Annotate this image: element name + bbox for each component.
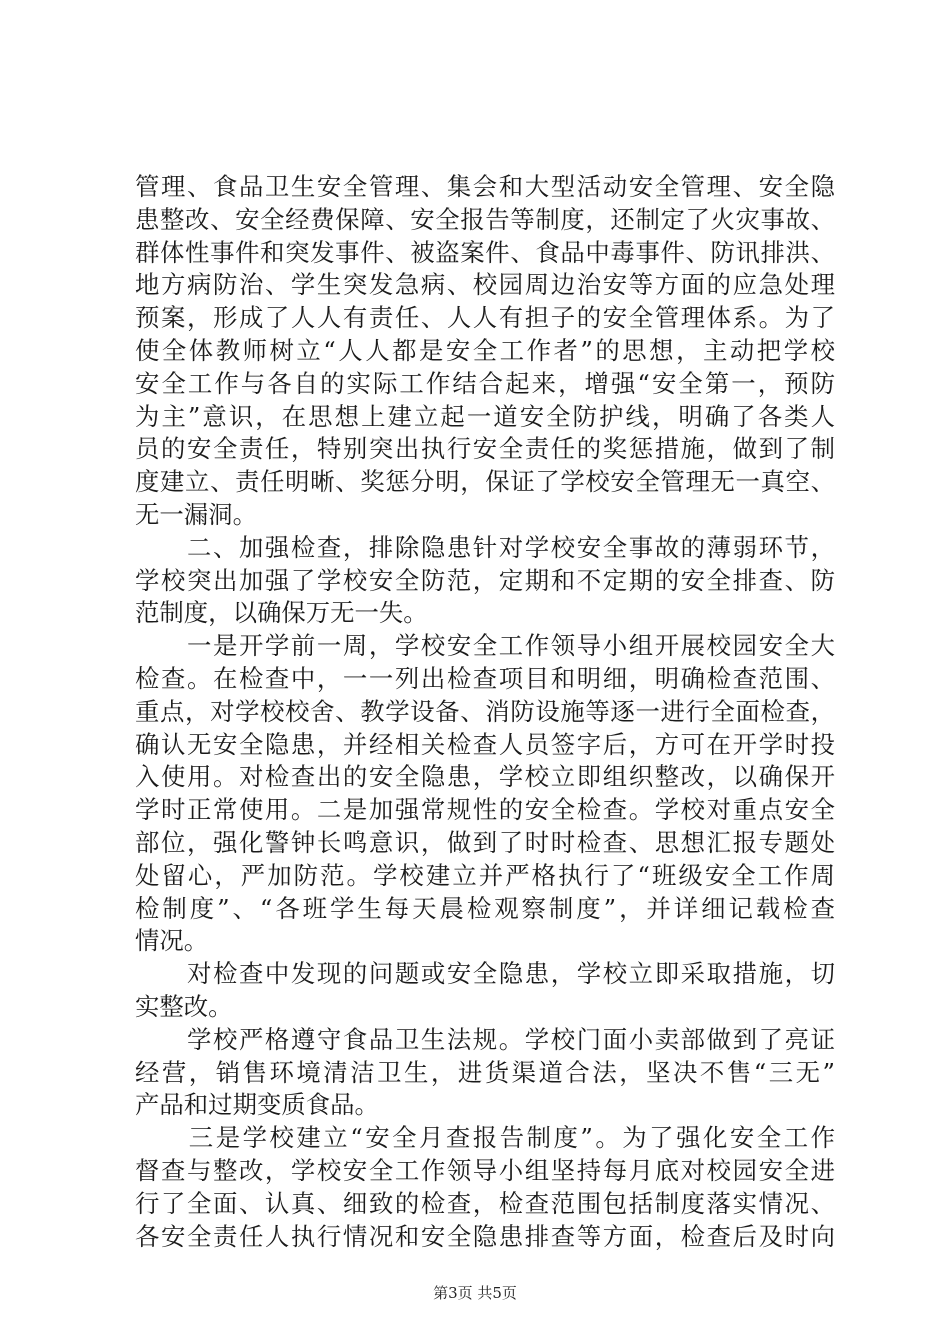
body-line: 入使用。对检查出的安全隐患，学校立即组织整改，以确保开 <box>135 762 835 792</box>
body-line: 一是开学前一周，学校安全工作领导小组开展校园安全大 <box>135 631 835 661</box>
body-line: 检制度”、“各班学生每天晨检观察制度”，并详细记载检查 <box>135 893 835 923</box>
body-line: 情况。 <box>135 926 209 956</box>
body-line: 预案，形成了人人有责任、人人有担子的安全管理体系。为了 <box>135 303 835 333</box>
body-line: 使全体教师树立“人人都是安全工作者”的思想，主动把学校 <box>135 335 835 365</box>
body-line: 检查。在检查中，一一列出检查项目和明细，明确检查范围、 <box>135 663 835 693</box>
body-line: 确认无安全隐患，并经相关检查人员签字后，方可在开学时投 <box>135 729 835 759</box>
body-line: 重点，对学校校舍、教学设备、消防设施等逐一进行全面检查， <box>135 696 835 726</box>
body-line: 安全工作与各自的实际工作结合起来，增强“安全第一，预防 <box>135 368 835 398</box>
body-line: 产品和过期变质食品。 <box>135 1090 379 1120</box>
body-line: 二、加强检查，排除隐患针对学校安全事故的薄弱环节， <box>135 532 835 562</box>
body-line: 对检查中发现的问题或安全隐患，学校立即采取措施，切 <box>135 959 835 989</box>
body-line: 地方病防治、学生突发急病、校园周边治安等方面的应急处理 <box>135 270 835 300</box>
document-body <box>135 171 835 1253</box>
body-line: 实整改。 <box>135 991 233 1021</box>
body-line: 各安全责任人执行情况和安全隐患排查等方面，检查后及时向 <box>135 1221 835 1251</box>
body-line: 学时正常使用。二是加强常规性的安全检查。学校对重点安全 <box>135 795 835 825</box>
body-line: 学校突出加强了学校安全防范，定期和不定期的安全排查、防 <box>135 565 835 595</box>
body-line: 督查与整改，学校安全工作领导小组坚持每月底对校园安全进 <box>135 1155 835 1185</box>
body-line: 群体性事件和突发事件、被盗案件、食品中毒事件、防讯排洪、 <box>135 237 835 267</box>
body-line: 无一漏洞。 <box>135 499 257 529</box>
body-line: 管理、食品卫生安全管理、集会和大型活动安全管理、安全隐 <box>135 172 835 201</box>
body-line: 范制度，以确保万无一失。 <box>135 598 428 628</box>
body-line: 为主”意识，在思想上建立起一道安全防护线，明确了各类人 <box>135 401 835 431</box>
body-line: 行了全面、认真、细致的检查，检查范围包括制度落实情况、 <box>135 1188 835 1218</box>
body-line: 学校严格遵守食品卫生法规。学校门面小卖部做到了亮证 <box>135 1024 835 1054</box>
body-line: 患整改、安全经费保障、安全报告等制度，还制定了火灾事故、 <box>135 204 835 234</box>
body-line: 三是学校建立“安全月查报告制度”。为了强化安全工作 <box>135 1123 835 1153</box>
body-line: 员的安全责任，特别突出执行安全责任的奖惩措施，做到了制 <box>135 434 835 464</box>
body-line: 度建立、责任明晰、奖惩分明，保证了学校安全管理无一真空、 <box>135 467 835 497</box>
body-line: 经营，销售环境清洁卫生，进货渠道合法，坚决不售“三无” <box>135 1057 835 1087</box>
page-number-footer: 第3页 共5页 <box>433 1284 517 1302</box>
body-line: 部位，强化警钟长鸣意识，做到了时时检查、思想汇报专题处 <box>135 827 835 857</box>
body-line: 处留心，严加防范。学校建立并严格执行了“班级安全工作周 <box>135 860 835 890</box>
